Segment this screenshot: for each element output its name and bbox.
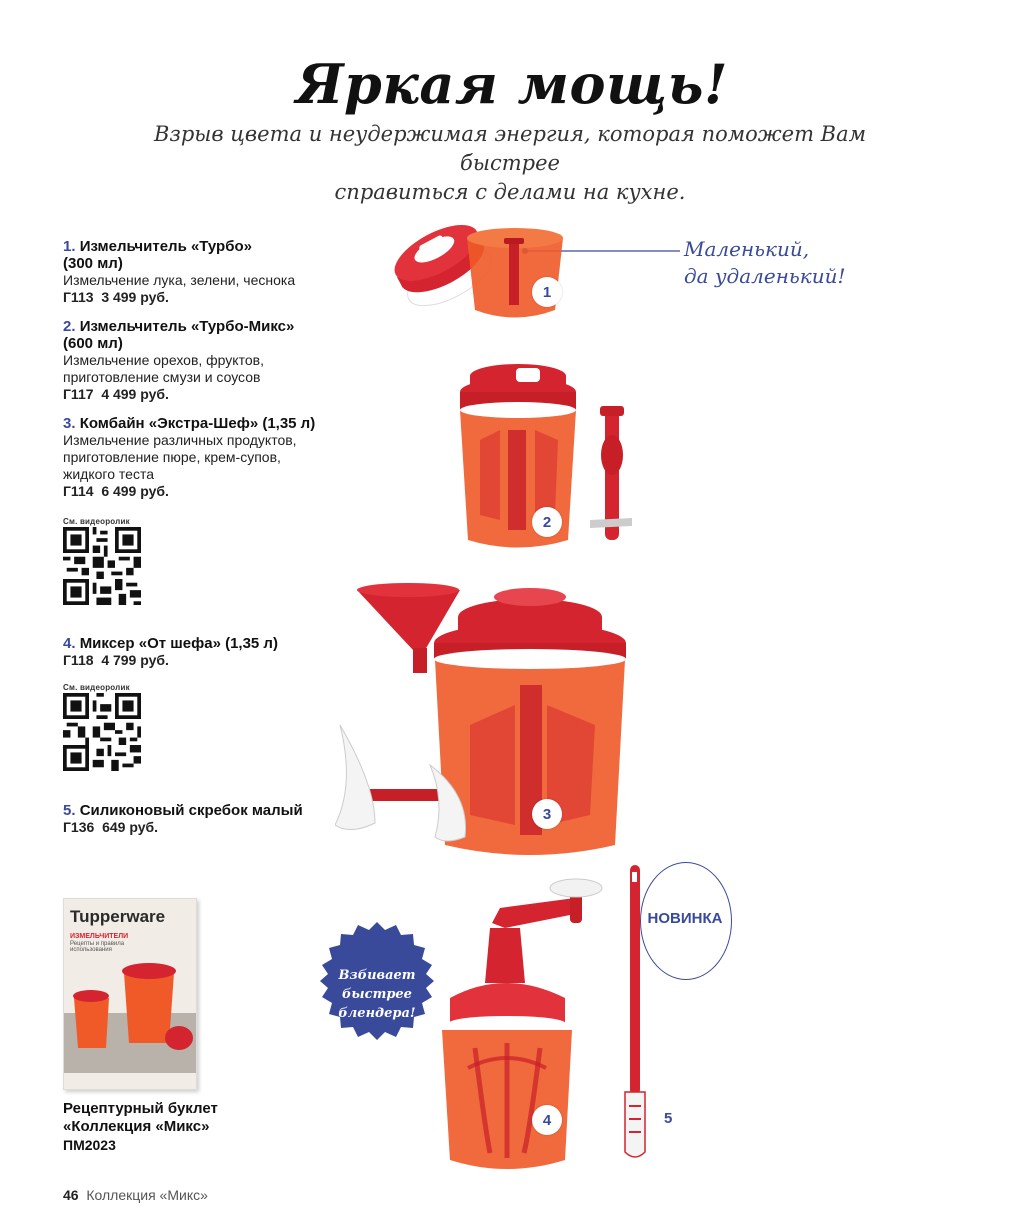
product-name: 5. Силиконовый скребок малый [63, 802, 303, 819]
callout-text: Маленький, да удаленький! [684, 237, 846, 288]
product-description: Измельчение различных продуктов, [63, 432, 297, 448]
booklet-cover-subtitle: Рецепты и правила [70, 941, 125, 947]
seal-line-2: быстрее [342, 987, 412, 1002]
product-name-line-2: (600 мл) [63, 335, 123, 352]
qr-code[interactable] [63, 693, 141, 776]
product-price: Г117 4 499 руб. [63, 386, 169, 402]
qr-code[interactable] [63, 527, 141, 610]
subtitle-line-2: справиться с делами на кухне. [334, 180, 686, 204]
seal-line-3: блендера! [338, 1006, 416, 1021]
product-name-line-2: (300 мл) [63, 255, 123, 272]
qr-caption: См. видеоролик [63, 517, 130, 526]
seal-line-1: Взбивает [338, 968, 416, 983]
product-number-label: 5 [664, 1110, 673, 1127]
product-description: Измельчение лука, зелени, чеснока [63, 272, 296, 288]
product-number-badge: 3 [532, 799, 562, 829]
booklet-caption: Рецептурный буклет «Коллекция «Микс» ПМ2023 [63, 1100, 218, 1153]
product-number-badge: 4 [532, 1105, 562, 1135]
section-name: Коллекция «Микс» [86, 1187, 208, 1203]
qr-code-image [63, 527, 141, 605]
product-description-line-2: приготовление пюре, крем-супов, [63, 449, 281, 465]
booklet-brand: Tupperware [70, 907, 166, 926]
chopper-300-illustration [385, 200, 585, 330]
page-title: Яркая мощь! [295, 52, 729, 116]
product-price: Г113 3 499 руб. [63, 289, 169, 305]
product-1 [63, 238, 363, 306]
spatula-illustration [615, 860, 655, 1170]
booklet-cover-image [64, 953, 196, 1073]
page-number: 46 [63, 1187, 79, 1203]
recipe-booklet-cover [63, 898, 197, 1090]
product-name: 1. Измельчитель «Турбо» [63, 238, 252, 255]
extra-chef-illustration [335, 575, 635, 865]
product-3 [63, 415, 363, 500]
booklet-cover-title: ИЗМЕЛЬЧИТЕЛИ [70, 933, 129, 940]
booklet-cover-subtitle-2: использования [70, 947, 112, 953]
product-description-line-2: приготовление смузи и соусов [63, 369, 261, 385]
page-subtitle [120, 120, 900, 207]
product-description: Измельчение орехов, фруктов, [63, 352, 264, 368]
subtitle-line-1: Взрыв цвета и неудержимая энергия, которая поможет Вам быстрее [153, 122, 867, 175]
product-number-badge: 2 [532, 507, 562, 537]
page-footer [63, 1187, 208, 1203]
product-2 [63, 318, 363, 403]
qr-caption: См. видеоролик [63, 683, 130, 692]
product-name: 3. Комбайн «Экстра-Шеф» (1,35 л) [63, 415, 316, 432]
product-description-line-3: жидкого теста [63, 466, 154, 482]
product-price: Г118 4 799 руб. [63, 652, 169, 668]
qr-code-image [63, 693, 141, 771]
product-price: Г114 6 499 руб. [63, 483, 169, 499]
product-name: 4. Миксер «От шефа» (1,35 л) [63, 635, 278, 652]
promo-seal-badge [318, 922, 436, 1040]
product-5 [63, 802, 363, 836]
new-badge-label: НОВИНКА [647, 910, 723, 927]
mixer-illustration [430, 868, 620, 1178]
product-price: Г136 649 руб. [63, 819, 159, 835]
product-number-badge: 1 [532, 277, 562, 307]
product-4 [63, 635, 363, 669]
product-name: 2. Измельчитель «Турбо-Микс» [63, 318, 295, 335]
